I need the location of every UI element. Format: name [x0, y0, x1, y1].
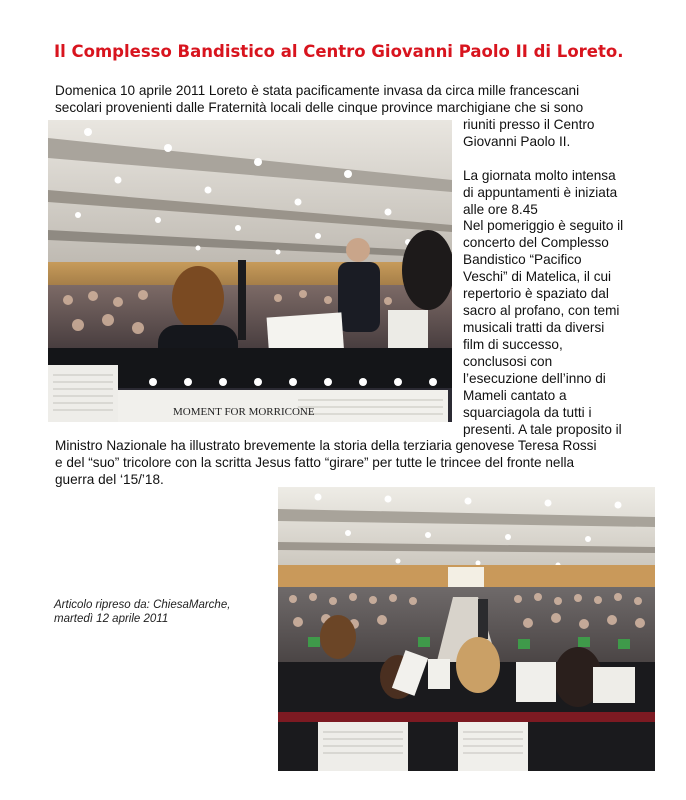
concert-photo-audience: [278, 487, 655, 771]
column-line: presenti. A tale proposito il: [463, 422, 622, 437]
column-line: sacro al profano, con temi: [463, 303, 620, 318]
sheet-music-label: MOMENT FOR MORRICONE: [173, 406, 315, 418]
column-line: riuniti presso il Centro: [463, 117, 595, 132]
article-title: Il Complesso Bandistico al Centro Giovanni Paolo II di Loreto.: [54, 42, 624, 61]
column-line: La giornata molto intensa: [463, 168, 616, 183]
column-line: l’esecuzione dell’inno di: [463, 371, 606, 386]
column-line: Bandistico “Pacifico: [463, 252, 582, 267]
concert-photo-audience-illustration: [278, 487, 655, 771]
column-line: musicali tratti da diversi: [463, 320, 605, 335]
caption-date: martedì 12 aprile 2011: [54, 613, 169, 625]
caption-source: Articolo ripreso da: ChiesaMarche,: [54, 599, 231, 611]
column-line: concerto del Complesso: [463, 235, 609, 250]
closing-line-2: e del “suo” tricolore con la scritta Jesus fatto “girare” per tutte le trincee del fronte nella: [55, 455, 575, 470]
column-line: Veschi” di Matelica, il cui: [463, 269, 612, 284]
intro-line-2: secolari provenienti dalle Fraternità locali delle cinque province marchigiane che si sono: [55, 100, 584, 115]
concert-photo-band-illustration: [48, 120, 452, 422]
closing-line-3: guerra del ‘15/’18.: [55, 472, 164, 487]
column-line: alle ore 8.45: [463, 202, 538, 217]
concert-photo-band: [48, 120, 452, 422]
column-line: squarciagola da tutti i: [463, 405, 592, 420]
column-line: repertorio è spaziato dal: [463, 286, 609, 301]
column-line: conclusosi con: [463, 354, 553, 369]
column-line: di appuntamenti è iniziata: [463, 185, 618, 200]
intro-line-1: Domenica 10 aprile 2011 Loreto è stata pacificamente invasa da circa mille francescani: [55, 83, 580, 98]
closing-line-1: Ministro Nazionale ha illustrato brevemente la storia della terziaria genovese Teresa Rossi: [55, 438, 597, 453]
column-line: Nel pomeriggio è seguito il: [463, 218, 624, 233]
column-line: film di successo,: [463, 337, 563, 352]
column-line: Mameli cantato a: [463, 388, 567, 403]
column-line: Giovanni Paolo II.: [463, 134, 571, 149]
